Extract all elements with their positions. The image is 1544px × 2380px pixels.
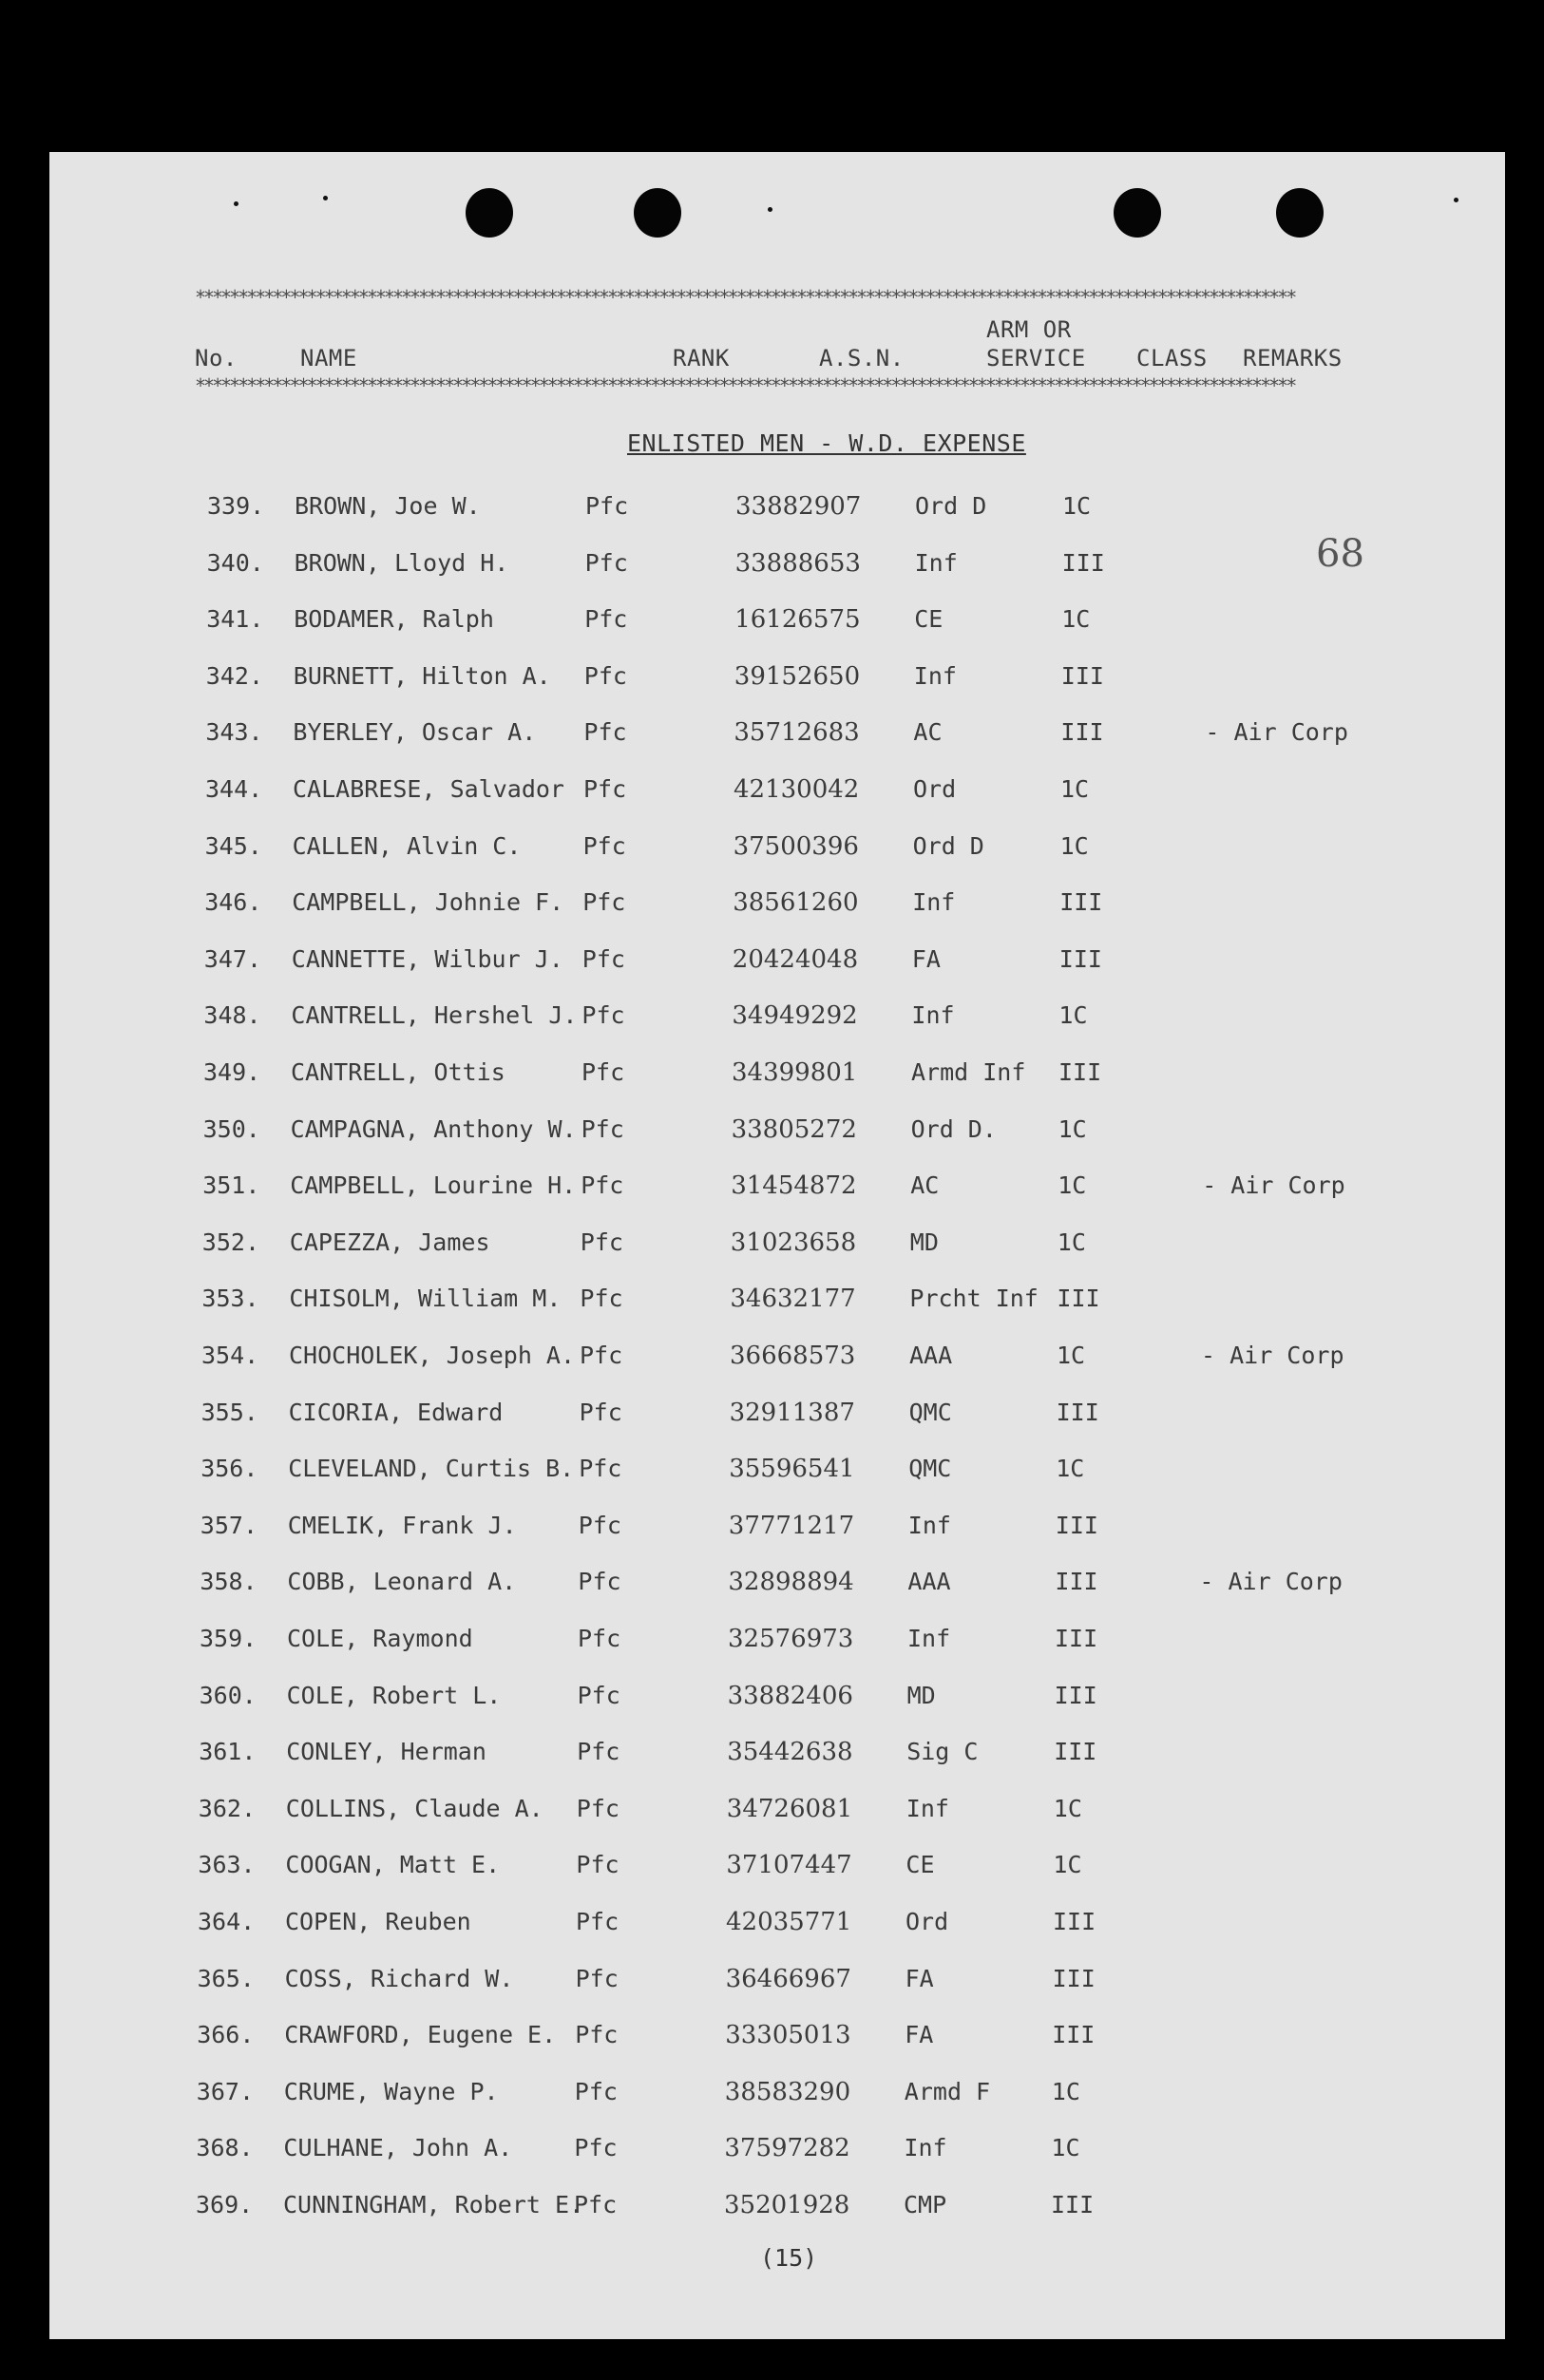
cell-class: III <box>1058 1058 1102 1086</box>
speck <box>234 201 238 206</box>
page-stamp: 68 <box>1316 532 1364 576</box>
cell-arm: FA <box>911 944 941 973</box>
cell-name: COLE, Raymond <box>287 1625 473 1652</box>
cell-asn: 33305013 <box>725 2021 851 2050</box>
cell-class: 1C <box>1056 1455 1085 1483</box>
cell-arm: CE <box>914 605 944 634</box>
punch-hole <box>1276 188 1324 238</box>
cell-rank: Pfc <box>577 1681 620 1709</box>
page-number: (15) <box>760 2244 818 2272</box>
cell-rank: Pfc <box>574 2191 618 2218</box>
speck <box>768 207 772 212</box>
cell-remarks: - Air Corp <box>1199 1568 1343 1596</box>
cell-rank: Pfc <box>579 1455 622 1483</box>
cell-arm: AC <box>910 1171 940 1200</box>
cell-name: BROWN, Lloyd H. <box>294 548 509 577</box>
cell-class: III <box>1052 1964 1096 1992</box>
cell-class: 1C <box>1059 831 1089 860</box>
cell-no: 361. <box>199 1738 257 1766</box>
cell-rank: Pfc <box>580 1285 623 1313</box>
cell-no: 346. <box>204 888 262 917</box>
cell-name: COLLINS, Claude A. <box>285 1794 543 1822</box>
cell-rank: Pfc <box>575 2021 619 2049</box>
cell-rank: Pfc <box>578 1568 621 1596</box>
cell-rank: Pfc <box>581 1058 625 1086</box>
cell-rank: Pfc <box>581 1114 624 1143</box>
cell-name: CAMPAGNA, Anthony W. <box>290 1114 577 1143</box>
cell-name: CANTRELL, Hershel J. <box>291 1001 578 1030</box>
cell-no: 360. <box>199 1681 257 1709</box>
cell-no: 343. <box>205 718 263 747</box>
cell-asn: 42130042 <box>734 775 860 804</box>
cell-name: CLEVELAND, Curtis B. <box>288 1455 575 1483</box>
cell-no: 341. <box>206 605 264 634</box>
cell-no: 369. <box>196 2191 254 2218</box>
cell-asn: 42035771 <box>726 1908 852 1936</box>
cell-asn: 20424048 <box>732 944 859 974</box>
cell-arm: QMC <box>908 1398 952 1426</box>
cell-arm: Inf <box>912 888 956 917</box>
cell-name: CALABRESE, Salvador <box>293 775 564 803</box>
cell-arm: Inf <box>907 1625 951 1652</box>
cell-arm: FA <box>905 1964 934 1992</box>
cell-rank: Pfc <box>578 1511 621 1539</box>
cell-arm: AAA <box>907 1568 951 1596</box>
cell-class: 1C <box>1057 1228 1086 1256</box>
cell-class: 1C <box>1053 1851 1082 1879</box>
cell-name: BURNETT, Hilton A. <box>293 661 551 690</box>
star-rule-top: ******************************************************************************************************************************** <box>195 288 1295 307</box>
header-class: CLASS <box>1136 345 1208 371</box>
cell-asn: 37597282 <box>724 2134 850 2163</box>
cell-arm: FA <box>905 2021 934 2049</box>
cell-no: 358. <box>200 1568 257 1596</box>
header-arm-line2: SERVICE <box>986 345 1086 371</box>
cell-asn: 34726081 <box>726 1794 853 1823</box>
cell-name: CICORIA, Edward <box>288 1398 504 1426</box>
cell-no: 350. <box>202 1114 260 1143</box>
cell-asn: 39152650 <box>734 661 861 691</box>
cell-arm: Sig C <box>906 1738 979 1766</box>
cell-rank: Pfc <box>575 1964 619 1992</box>
cell-arm: Prcht Inf <box>909 1285 1039 1313</box>
cell-asn: 34399801 <box>732 1058 858 1087</box>
cell-asn: 37500396 <box>733 831 859 861</box>
cell-name: CONLEY, Herman <box>286 1738 486 1766</box>
cell-arm: Armd Inf <box>911 1058 1026 1086</box>
cell-arm: Ord <box>905 1908 949 1935</box>
cell-class: III <box>1061 548 1105 577</box>
cell-rank: Pfc <box>581 1001 625 1030</box>
cell-arm: AAA <box>909 1342 953 1369</box>
cell-no: 349. <box>203 1058 261 1086</box>
cell-arm: Armd F <box>904 2077 991 2105</box>
cell-class: 1C <box>1057 1342 1086 1369</box>
punch-hole <box>634 188 681 238</box>
cell-arm: MD <box>906 1681 936 1709</box>
cell-name: CRAWFORD, Eugene E. <box>284 2021 557 2049</box>
cell-asn: 33888653 <box>734 548 861 578</box>
cell-rank: Pfc <box>583 661 627 690</box>
cell-arm: MD <box>909 1228 939 1256</box>
cell-asn: 33882406 <box>727 1681 853 1710</box>
cell-asn: 32911387 <box>729 1398 855 1427</box>
cell-class: 1C <box>1060 775 1090 803</box>
cell-asn: 35596541 <box>729 1455 855 1484</box>
cell-asn: 35201928 <box>724 2191 850 2219</box>
cell-asn: 31454872 <box>731 1171 857 1201</box>
section-title: ENLISTED MEN - W.D. EXPENSE <box>627 429 1026 457</box>
cell-class: 1C <box>1051 2077 1080 2105</box>
cell-no: 368. <box>196 2134 254 2162</box>
cell-no: 340. <box>206 548 264 577</box>
cell-rank: Pfc <box>582 888 626 917</box>
cell-class: III <box>1059 888 1103 917</box>
cell-asn: 34949292 <box>732 1001 858 1031</box>
cell-rank: Pfc <box>582 831 626 860</box>
cell-asn: 31023658 <box>730 1228 857 1257</box>
speck <box>1454 198 1458 202</box>
cell-name: BODAMER, Ralph <box>294 605 494 634</box>
cell-arm: Ord D. <box>910 1114 997 1143</box>
cell-no: 357. <box>200 1511 258 1539</box>
cell-rank: Pfc <box>577 1738 620 1766</box>
cell-arm: AC <box>913 718 943 747</box>
cell-class: III <box>1054 1738 1097 1766</box>
cell-arm: Inf <box>914 548 958 577</box>
cell-rank: Pfc <box>576 1851 620 1879</box>
cell-name: CAPEZZA, James <box>289 1228 490 1256</box>
header-name: NAME <box>300 345 357 371</box>
header-asn: A.S.N. <box>819 345 905 371</box>
cell-name: CHISOLM, William M. <box>289 1285 562 1313</box>
cell-class: III <box>1052 2021 1096 2049</box>
cell-remarks: - Air Corp <box>1205 718 1348 747</box>
cell-name: CHOCHOLEK, Joseph A. <box>289 1342 576 1369</box>
cell-asn: 36668573 <box>730 1342 856 1370</box>
cell-no: 356. <box>200 1455 258 1483</box>
cell-arm: Inf <box>907 1511 951 1539</box>
cell-asn: 32898894 <box>728 1568 854 1597</box>
cell-asn: 38561260 <box>733 888 859 918</box>
cell-asn: 38583290 <box>724 2077 851 2106</box>
cell-class: III <box>1053 1908 1096 1935</box>
cell-class: III <box>1055 1625 1098 1652</box>
cell-class: III <box>1055 1568 1098 1596</box>
cell-remarks: - Air Corp <box>1201 1342 1344 1369</box>
cell-class: III <box>1058 944 1102 973</box>
cell-asn: 16126575 <box>734 605 861 635</box>
cell-class: III <box>1060 718 1104 747</box>
cell-arm: Inf <box>913 661 957 690</box>
cell-name: COSS, Richard W. <box>284 1964 514 1992</box>
cell-arm: Ord D <box>915 492 987 520</box>
cell-class: 1C <box>1058 1171 1087 1200</box>
cell-rank: Pfc <box>580 1342 623 1369</box>
cell-asn: 34632177 <box>730 1285 856 1314</box>
cell-no: 342. <box>205 661 264 690</box>
cell-name: COOGAN, Matt E. <box>285 1851 501 1879</box>
cell-arm: Inf <box>905 1794 949 1822</box>
cell-class: III <box>1060 661 1104 690</box>
cell-no: 354. <box>201 1342 259 1369</box>
cell-asn: 35442638 <box>727 1738 853 1767</box>
cell-class: 1C <box>1058 1001 1088 1030</box>
cell-name: CULHANE, John A. <box>283 2134 513 2162</box>
cell-asn: 36466967 <box>725 1964 851 1993</box>
cell-name: COPEN, Reuben <box>285 1908 471 1935</box>
cell-no: 351. <box>202 1171 260 1200</box>
cell-class: III <box>1055 1511 1098 1539</box>
cell-rank: Pfc <box>576 1794 620 1822</box>
cell-arm: Ord D <box>912 831 984 860</box>
cell-asn: 33805272 <box>731 1114 857 1144</box>
cell-class: III <box>1054 1681 1097 1709</box>
header-no: No. <box>195 345 238 371</box>
cell-rank: Pfc <box>576 1908 620 1935</box>
cell-no: 363. <box>198 1851 256 1879</box>
cell-name: CUNNINGHAM, Robert E. <box>283 2191 584 2218</box>
cell-rank: Pfc <box>574 2077 618 2105</box>
cell-class: III <box>1057 1285 1100 1313</box>
cell-asn: 35712683 <box>734 718 860 748</box>
cell-name: CMELIK, Frank J. <box>287 1511 517 1539</box>
cell-rank: Pfc <box>578 1625 621 1652</box>
cell-name: CALLEN, Alvin C. <box>292 831 522 860</box>
cell-name: CAMPBELL, Johnie F. <box>292 888 564 917</box>
cell-rank: Pfc <box>583 718 627 747</box>
cell-class: III <box>1056 1398 1099 1426</box>
cell-arm: CMP <box>904 2191 947 2218</box>
cell-class: 1C <box>1053 1794 1082 1822</box>
speck <box>323 196 328 200</box>
cell-arm: QMC <box>908 1455 952 1483</box>
cell-name: COLE, Robert L. <box>286 1681 502 1709</box>
cell-asn: 37771217 <box>728 1511 855 1540</box>
cell-class: 1C <box>1061 605 1091 634</box>
cell-no: 348. <box>203 1001 261 1030</box>
cell-no: 345. <box>204 831 262 860</box>
cell-rank: Pfc <box>581 944 625 973</box>
cell-arm: Inf <box>911 1001 955 1030</box>
cell-no: 352. <box>201 1228 260 1256</box>
cell-name: CAMPBELL, Lourine H. <box>290 1171 577 1200</box>
cell-no: 344. <box>205 775 263 803</box>
cell-class: 1C <box>1058 1114 1087 1143</box>
cell-name: CRUME, Wayne P. <box>283 2077 499 2105</box>
cell-no: 365. <box>197 1964 255 1992</box>
cell-name: CANNETTE, Wilbur J. <box>291 944 563 973</box>
cell-rank: Pfc <box>584 605 628 634</box>
cell-remarks: - Air Corp <box>1202 1171 1345 1200</box>
cell-name: CANTRELL, Ottis <box>291 1058 505 1086</box>
cell-arm: CE <box>905 1851 935 1879</box>
cell-no: 359. <box>200 1625 257 1652</box>
cell-name: COBB, Leonard A. <box>287 1568 517 1596</box>
cell-rank: Pfc <box>583 775 627 803</box>
cell-arm: Inf <box>904 2134 947 2162</box>
cell-no: 355. <box>200 1398 258 1426</box>
cell-arm: Ord <box>913 775 957 803</box>
header-remarks: REMARKS <box>1243 345 1343 371</box>
cell-no: 367. <box>196 2077 255 2105</box>
cell-no: 366. <box>197 2021 255 2049</box>
cell-asn: 33882907 <box>735 492 862 521</box>
cell-rank: Pfc <box>579 1398 622 1426</box>
header-rank: RANK <box>673 345 730 371</box>
header-arm-line1: ARM OR <box>986 316 1072 343</box>
star-rule-bottom: ******************************************************************************************************************************** <box>195 376 1295 395</box>
cell-rank: Pfc <box>584 548 628 577</box>
cell-no: 347. <box>203 944 262 973</box>
cell-class: III <box>1051 2191 1095 2218</box>
punch-hole <box>1114 188 1161 238</box>
punch-hole <box>466 188 513 238</box>
cell-no: 362. <box>198 1794 257 1822</box>
cell-class: 1C <box>1051 2134 1080 2162</box>
cell-rank: Pfc <box>581 1171 624 1200</box>
cell-no: 353. <box>201 1285 259 1313</box>
cell-name: BYERLEY, Oscar A. <box>293 718 537 747</box>
cell-asn: 37107447 <box>726 1851 852 1880</box>
cell-no: 339. <box>207 492 265 520</box>
cell-class: 1C <box>1062 492 1092 520</box>
cell-asn: 32576973 <box>728 1625 854 1653</box>
cell-no: 364. <box>198 1908 256 1935</box>
cell-rank: Pfc <box>574 2134 618 2162</box>
cell-rank: Pfc <box>580 1228 623 1256</box>
cell-name: BROWN, Joe W. <box>295 492 481 520</box>
cell-rank: Pfc <box>585 492 629 520</box>
